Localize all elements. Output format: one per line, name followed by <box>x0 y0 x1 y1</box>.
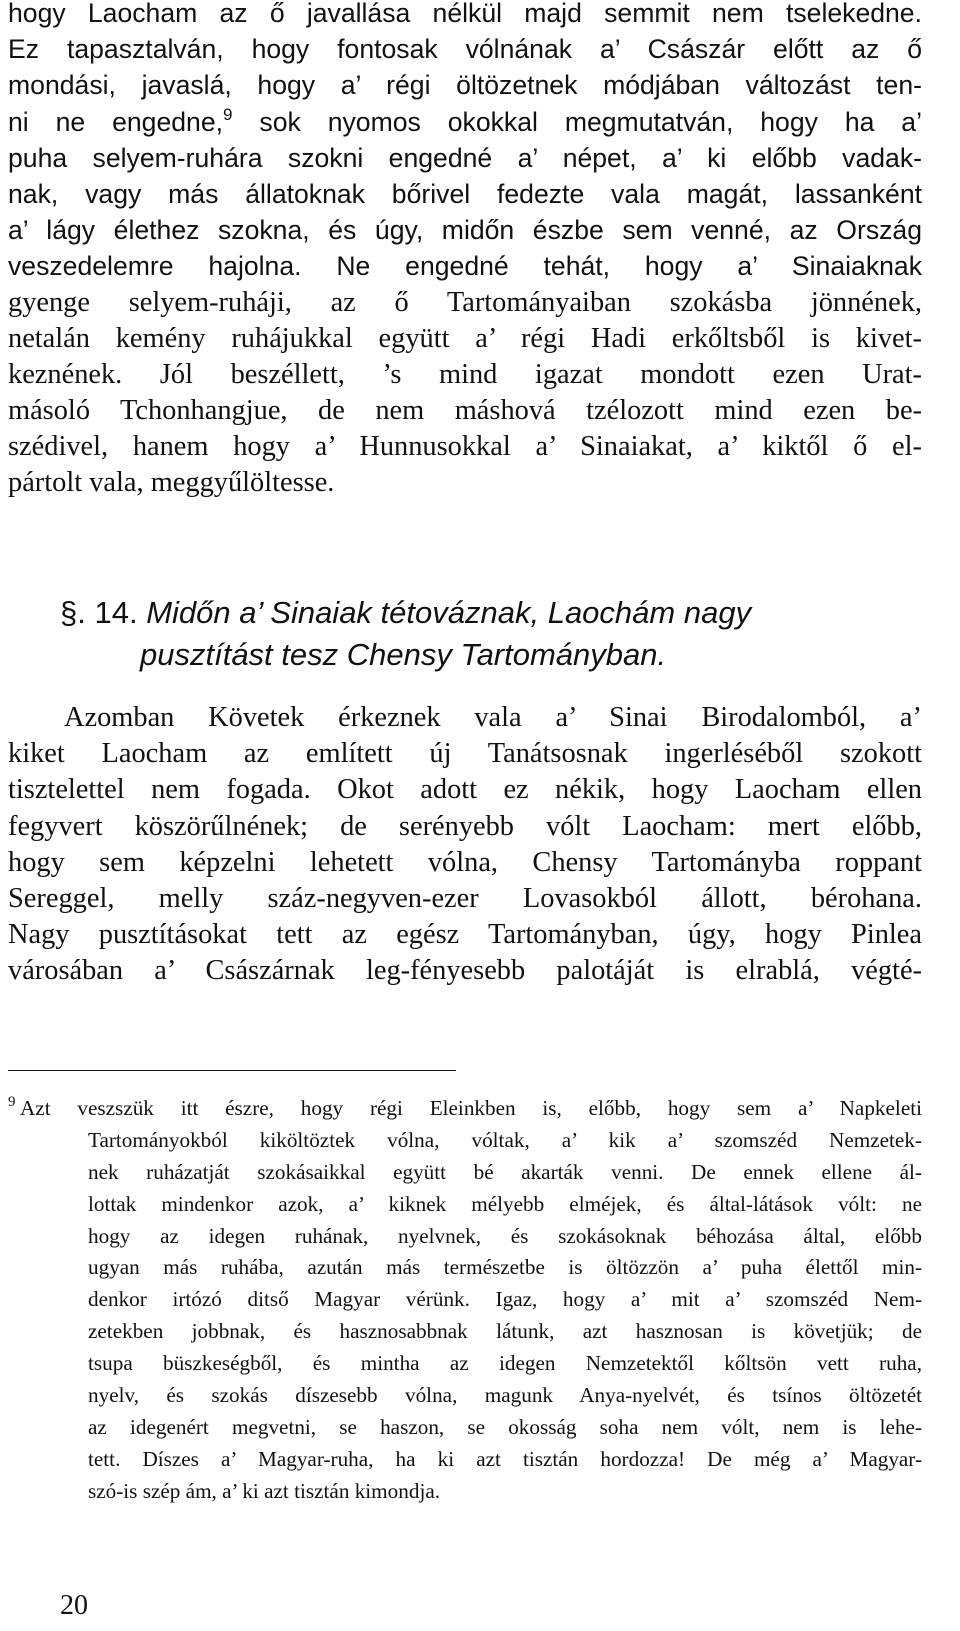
text-line: gyenge selyem-ruháji, az ő Tartományaiban szokásba jönnének, <box>8 286 922 318</box>
footnote-line: szó-is szép ám, a’ ki azt tisztán kimondja. <box>88 1478 441 1503</box>
footnote-mark: 9 <box>8 1094 16 1110</box>
text-fragment: ni ne engedne, <box>8 106 224 137</box>
footnote-line: ugyan más ruhába, azután más természetbe is öltözzön a’ puha élettől min- <box>88 1255 922 1280</box>
footnote-line: denkor irtózó ditső Magyar vérünk. Igaz, hogy a’ mit a’ szomszéd Nem- <box>88 1287 922 1312</box>
text-line: másoló Tchonhangjue, de nem máshová tzélozott mind ezen be- <box>8 395 922 427</box>
footnote-separator <box>8 1070 456 1071</box>
footnote-line: nyelv, és szokás díszesebb vólna, magunk Anya-nyelvét, és tsínos öltözetét <box>88 1383 922 1408</box>
page-number: 20 <box>60 1590 88 1621</box>
text-line: városában a’ Császárnak leg-fényesebb palotáját is elrablá, végté- <box>8 955 922 987</box>
footnote-line: az idegenért megvetni, se haszon, se okosság soha nem vólt, nem is lehe- <box>88 1414 922 1439</box>
text-line: hogy sem képzelni lehetett vólna, Chensy Tartományba roppant <box>8 846 922 878</box>
footnote-line: tett. Díszes a’ Magyar-ruha, ha ki azt tisztán hordozza! De még a’ Magyar- <box>88 1446 922 1471</box>
text-line: hogy Laocham az ő javallása nélkül majd semmit nem tselekedne. <box>8 0 922 28</box>
text-line: a’ lágy élethez szokna, és úgy, midőn észbe sem venné, az Ország <box>8 215 922 246</box>
footnote-line: zetekben jobbnak, és hasznosabbnak látunk, azt hasznosan is követjük; de <box>88 1319 922 1344</box>
footnote-line: Azt veszszük itt észre, hogy régi Eleinkben is, előbb, hogy sem a’ Napkeleti <box>20 1096 922 1120</box>
text-line: Azomban Követek érkeznek vala a’ Sinai Birodalomból, a’ <box>64 702 922 733</box>
footnote-reference[interactable]: 9 <box>223 104 233 124</box>
section-title-line: Midőn a’ Sinaiak tétováznak, Laochám nagy <box>146 595 752 630</box>
footnote-line: Tartományokból kiköltöztek vólna, vóltak, a’ kik a’ szomszéd Nemzetek- <box>88 1127 922 1152</box>
section-title-line: pusztítást tesz Chensy Tartományban. <box>140 637 667 672</box>
section-number: §. 14. <box>60 595 138 630</box>
text-line: szédivel, hanem hogy a’ Hunnusokkal a’ Sinaiakat, a’ kiktől ő el- <box>8 431 922 463</box>
footnote <box>8 1093 922 1508</box>
footnote-line: nek ruházatját szokásaikkal együtt bé akarták venni. De ennek ellene ál- <box>88 1159 922 1184</box>
text-line: Sereggel, melly száz-negyven-ezer Lovasokból állott, bérohana. <box>8 882 922 914</box>
text-fragment: sok nyomos okokkal megmutatván, hogy ha a’ <box>259 106 923 137</box>
text-line: pártolt vala, meggyűlöltesse. <box>8 467 335 499</box>
paragraph <box>8 700 922 990</box>
text-line: tisztelettel nem fogada. Okot adott ez nékik, hogy Laocham ellen <box>8 774 922 806</box>
text-line: keznének. Jól beszéllett, ’s mind igazat mondott ezen Urat- <box>8 358 922 390</box>
text-line: veszedelemre hajolna. Ne engedné tehát, hogy a’ Sinaiaknak <box>8 251 922 282</box>
text-line: nak, vagy más állatoknak bőrivel fedezte vala magát, lassanként <box>8 178 922 209</box>
text-line: mondási, javaslá, hogy a’ régi öltözetnek módjában változást ten- <box>8 70 922 101</box>
footnote-line: hogy az idegen ruhának, nyelvnek, és szokásoknak béhozása által, előbb <box>88 1223 922 1248</box>
section-heading <box>60 592 920 676</box>
text-line: Nagy pusztításokat tett az egész Tartományban, úgy, hogy Pinlea <box>8 919 922 951</box>
text-line: puha selyem-ruhára szokni engedné a’ népet, a’ ki előbb vadak- <box>8 142 922 173</box>
footnote-line: lottak mindenkor azok, a’ kiknek mélyebb elméjek, és által-látások vólt: ne <box>88 1191 922 1216</box>
text-line-with-footnote-ref <box>8 104 922 140</box>
paragraph-continued <box>8 0 922 502</box>
text-line: Ez tapasztalván, hogy fontosak vólnának a’ Császár előtt az ő <box>8 34 922 65</box>
footnote-line: tsupa büszkeségből, és mintha az idegen Nemzetektől kőltsön vett ruha, <box>88 1351 922 1376</box>
text-line: netalán kemény ruhájukkal együtt a’ régi Hadi erkőltsből is kivet- <box>8 322 922 354</box>
text-line: fegyvert köszörűlnének; de serényebb vólt Laocham: mert előbb, <box>8 810 922 842</box>
text-line: kiket Laocham az említett új Tanátsosnak ingerléséből szokott <box>8 738 922 770</box>
